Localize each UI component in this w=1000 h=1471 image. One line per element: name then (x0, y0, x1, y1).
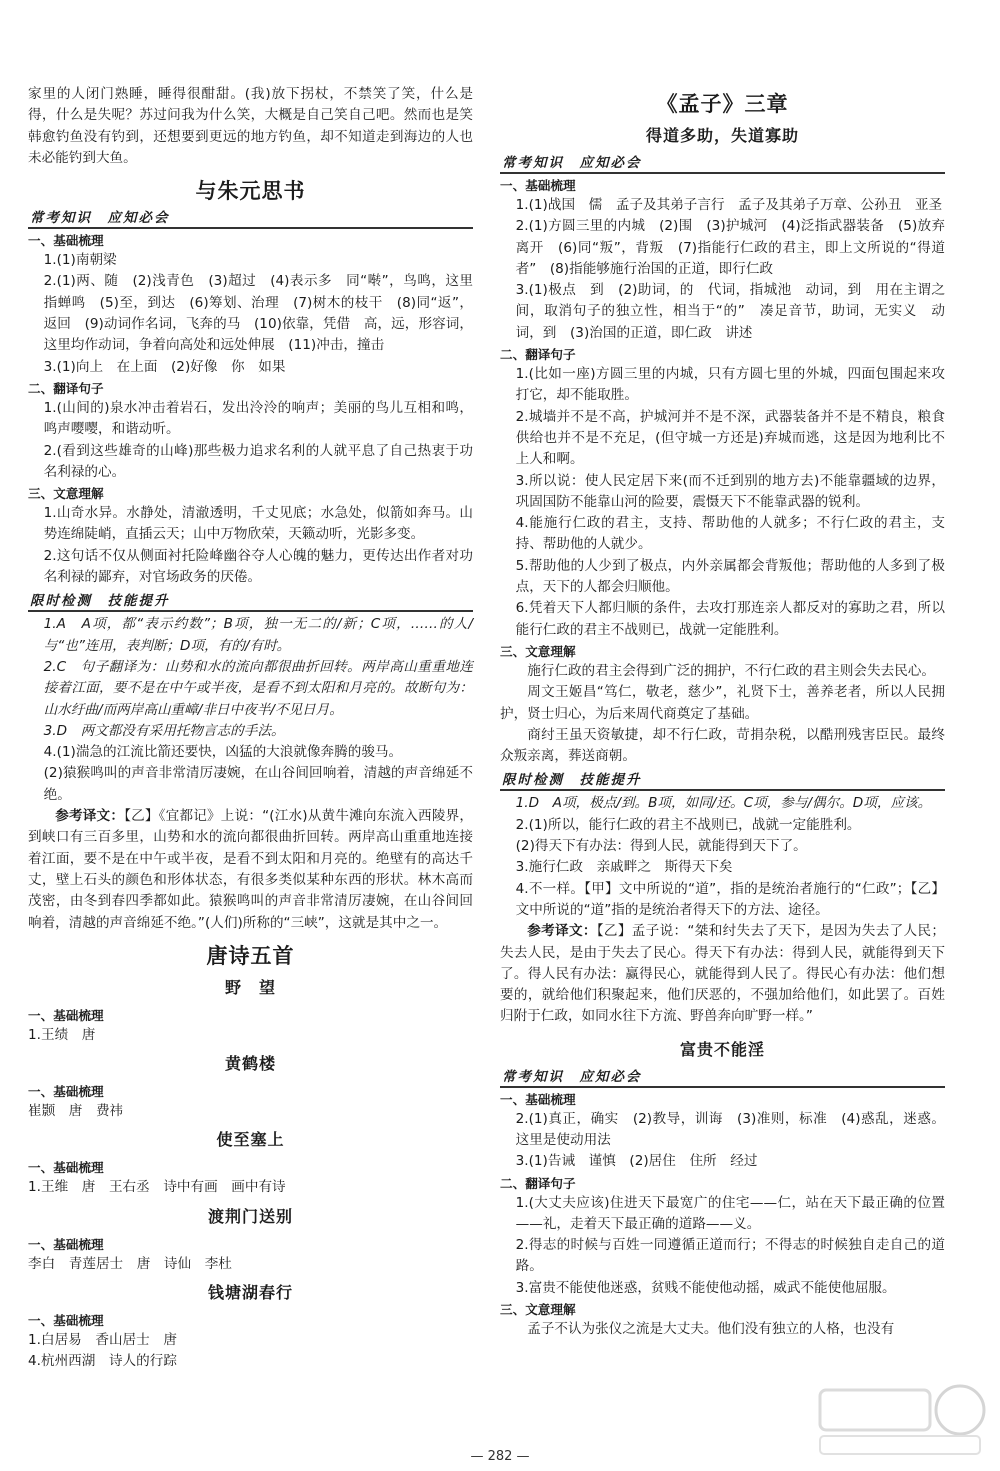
answer-item: 1.D A项，极点/到。B项，如同/还。C项，参与/偶尔。D项，应该。 (515, 795, 932, 812)
answer-item: 4.(1)湍急的江流比箭还要快，凶猛的大浪就像奔腾的骏马。 (43, 744, 403, 761)
sub-heading: 一、基础梳理 (28, 1007, 104, 1023)
sub-heading: 三、文意理解 (28, 486, 104, 502)
page-number: — 282 — (470, 1449, 530, 1464)
intro-paragraph: 家里的人闭门熟睡，睡得很酣甜。(我)放下拐杖，不禁笑了笑，什么是得，什么是失呢？苏过问我为什么笑，大概是自己笑自己吧。然而也是笑韩愈钓鱼没有钓到，还想要到更远的地方钓鱼，却不知道走到海边的人也未必能钓到大鱼。 (28, 86, 473, 166)
sub-heading: 三、文意理解 (500, 643, 576, 659)
list-item: 6.凭着天下人都归顺的条件，去攻打那连亲人都反对的寡助之君，所以能行仁政的君主不战则已，战就一定能胜利。 (515, 600, 945, 638)
list-item: 2.(1)真正，确实 (2)教导，训诲 (3)准则，标准 (4)惑乱，迷惑。这里是使动用法 (515, 1110, 945, 1148)
answer-item: 2.C 句子翻译为：山势和水的流向都很曲折回转。两岸高山重重地连接着江面，要不是在中午或半夜，是看不到太阳和月亮的。故断句为：山水纡曲/而两岸高山重嶂/非日中夜半/不见日月。 (43, 658, 473, 718)
list-item: 2.(看到这些雄奇的山峰)那些极力追求名利的人就平息了自己热衷于功名利禄的心。 (43, 442, 473, 480)
answer-item: 1.A A项，都“表示约数”；B项，独一无二的/新；C项，……的人/与“也”连用，表判断；D项，有的/有时。 (43, 616, 473, 654)
section-title: 唐诗五首 (206, 942, 295, 968)
sub-heading: 二、翻译句子 (500, 1175, 576, 1191)
answer-item: (2)得天下有办法：得到人民，就能得到天下了。 (515, 838, 807, 855)
paragraph: 商纣王虽天资敏捷，却不行仁政，苛捐杂税，以酷刑残害臣民。最终众叛亲离，葬送商朝。 (500, 726, 945, 765)
reference-translation (500, 921, 945, 1027)
section-title: 富贵不能淫 (679, 1039, 765, 1059)
reference-label: 参考译文： (527, 923, 597, 940)
poem-line: 4.杭州西湖 诗人的行踪 (28, 1353, 177, 1370)
list-item: 5.帮助他的人少到了极点，内外亲属都会背叛他；帮助他的人多到了极点，天下的人都会归顺他。 (515, 557, 945, 596)
list-item: 2.这句话不仅从侧面衬托险峰幽谷夺人心魄的魅力，更传达出作者对功名利禄的鄙弃，对官场政务的厌倦。 (43, 547, 473, 586)
section-banner: 常考知识 应知必会 (500, 1068, 945, 1088)
answer-item: 3.D 两文都没有采用托物言志的手法。 (43, 722, 285, 739)
answer-item: 2.(1)所以，能行仁政的君主不战则已，战就一定能胜利。 (515, 816, 861, 833)
list-item: 3.富贵不能使他迷惑，贫贱不能使他动摇，威武不能使他屈服。 (515, 1279, 896, 1296)
sub-heading: 三、文意理解 (500, 1302, 576, 1318)
chapter-title: 《孟子》三章 (656, 91, 789, 116)
sub-heading: 一、基础梳理 (500, 1091, 576, 1107)
list-item: 1.(比如一座)方圆三里的内城，只有方圆七里的外城，四面包围起来攻打它，却不能取胜。 (515, 366, 945, 404)
list-item: 1.(大丈夫应该)住进天下最宽广的住宅——仁，站在天下最正确的位置——礼，走着天下最正确的道路——义。 (515, 1194, 945, 1232)
answer-item: 4.不一样。【甲】文中所说的“道”，指的是统治者施行的“仁政”；【乙】文中所说的“道”指的是统治者得天下的方法、途径。 (515, 880, 945, 918)
sub-heading: 二、翻译句子 (500, 347, 576, 363)
paragraph: 周文王姬昌“笃仁，敬老，慈少”，礼贤下士，善养老者，所以人民拥护，贤士归心，为后来周代商奠定了基础。 (500, 684, 945, 722)
section-banner: 常考知识 应知必会 (500, 154, 945, 174)
list-item: 2.(1)方圆三里的内城 (2)围 (3)护城河 (4)泛指武器装备 (5)放弃 离开 (6)同“叛”，背叛 (7)指能行仁政的君主，即上文所说的“得道者” (8)指能够施行治国的正道，即行仁政 (515, 218, 959, 277)
paragraph: 施行仁政的君主会得到广泛的拥护，不行仁政的君主则会失去民心。 (527, 662, 935, 679)
list-item: 1.(山间的)泉水冲击着岩石，发出泠泠的响声；美丽的鸟儿互相和鸣，鸣声嘤嘤，和谐动听。 (43, 399, 473, 438)
answer-item: 3.施行仁政 亲戚畔之 斯得天下矣 (515, 859, 733, 876)
poem-line: 1.王维 唐 王右丞 诗中有画 画中有诗 (28, 1179, 286, 1196)
sub-heading: 一、基础梳理 (28, 1160, 104, 1176)
answer-item: (2)猿猴鸣叫的声音非常清厉凄婉，在山谷间回响着，清越的声音绵延不绝。 (43, 765, 473, 803)
section-banner: 限时检测 技能提升 (28, 592, 473, 612)
poem-title: 钱塘湖春行 (207, 1282, 293, 1302)
paragraph: 孟子不认为张仪之流是大丈夫。他们没有独立的人格，也没有 (527, 1321, 895, 1338)
list-item: 4.能施行仁政的君主，支持、帮助他的人就多；不行仁政的君主，支持、帮助他的人就少。 (515, 515, 945, 553)
list-item: 1.山奇水异。水静处，清澈透明，千丈见底；水急处，似箭如奔马。山势连绵陡峭，直插云天；山中万物欣荣，天籁动听，光影多变。 (43, 505, 473, 543)
sub-heading: 二、翻译句子 (28, 380, 104, 396)
reference-text: 【乙】《宜都记》上说：“(江水)从黄牛滩向东流入西陵界，到峡口有三百多里，山势和水的流向都很曲折回转。两岸高山重重地连接着江面，要不是在中午或半夜，是看不到太阳和月亮的。绝壁有的高达千丈，壁上石头的颜色和形体状态，有很多类似某种东西的形状。林木高而茂密，由冬到春四季都如此。猿猴鸣叫的声音非常清厉凄婉，在山谷间回响着，清越的声音绵延不绝。”(人们)所称的“三峡”，这就是其中之一。 (28, 808, 473, 931)
left-column (28, 84, 473, 1373)
reference-label: 参考译文： (55, 808, 125, 825)
poem-line: 崔颢 唐 费祎 (28, 1103, 124, 1120)
reference-translation (28, 806, 473, 934)
right-column (500, 84, 959, 1340)
sub-heading: 一、基础梳理 (28, 1236, 104, 1252)
section-banner: 常考知识 应知必会 (28, 209, 473, 229)
poem-line: 1.王绩 唐 (28, 1026, 96, 1043)
list-item: 2.得志的时候与百姓一同遵循正道而行；不得志的时候独自走自己的道路。 (515, 1237, 945, 1275)
list-item: 2.(1)两、随 (2)浅青色 (3)超过 (4)表示多 同“啭”，鸟鸣，这里指蝉鸣 (5)至，到达 (6)筹划、治理 (7)树木的枝干 (8)同“返”，返回 (9)动词作名词，飞奔的马 (10)依靠，凭借 高，远，形容词，这里均作动词，争着向高处和远处伸展 (11)冲击，撞击 (43, 273, 473, 354)
poem-line: 李白 青莲居士 唐 诗仙 李杜 (28, 1255, 232, 1272)
list-item: 3.(1)告诫 谨慎 (2)居住 住所 经过 (515, 1153, 758, 1170)
list-item: 3.(1)向上 在上面 (2)好像 你 如果 (43, 358, 286, 375)
section-banner: 限时检测 技能提升 (500, 771, 945, 791)
list-item: 2.城墙并不是不高，护城河并不是不深，武器装备并不是不精良，粮食供给也并不是不充足，(但守城一方还是)弃城而逃，这是因为地利比不上人和啊。 (515, 408, 945, 468)
section-title: 与朱元思书 (195, 178, 306, 204)
poem-line: 1.白居易 香山居士 唐 (28, 1331, 177, 1348)
section-title: 得道多助，失道寡助 (645, 126, 799, 145)
sub-heading: 一、基础梳理 (28, 233, 104, 249)
sub-heading: 一、基础梳理 (28, 1312, 104, 1328)
poem-title: 使至塞上 (216, 1130, 285, 1150)
list-item: 3.所以说：使人民定居下来(而不迁到别的地方去)不能靠疆域的边界，巩固国防不能靠山河的险要，震慑天下不能靠武器的锐利。 (515, 472, 945, 510)
list-item: 3.(1)极点 到 (2)助词，的 代词，指城池 动词，到 用在主谓之间，取消句子的独立性，相当于“的” 凑足音节，助词，无实义 动词，到 (3)治国的正道，即仁政 讲述 (515, 282, 945, 341)
watermark-logo-icon (810, 1380, 990, 1460)
reference-text: 【乙】孟子说：“桀和纣失去了天下，是因为失去了人民；失去人民，是由于失去了民心。得天下有办法：得到人民，就能得到天下了。得人民有办法：赢得民心，就能得到人民了。得民心有办法：他们想要的，就给他们积聚起来，他们厌恶的，不强加给他们，如此罢了。百姓归附于仁政，如同水往下方流、野兽奔向旷野一样。” (500, 923, 945, 1025)
list-item: 1.(1)战国 儒 孟子及其弟子言行 孟子及其弟子万章、公孙丑 亚圣 (515, 197, 943, 213)
poem-title: 野 望 (224, 977, 276, 997)
list-item: 1.(1)南朝梁 (43, 252, 117, 269)
sub-heading: 一、基础梳理 (500, 178, 576, 193)
sub-heading: 一、基础梳理 (28, 1084, 104, 1100)
poem-title: 渡荆门送别 (207, 1206, 293, 1226)
poem-title: 黄鹤楼 (224, 1054, 276, 1074)
